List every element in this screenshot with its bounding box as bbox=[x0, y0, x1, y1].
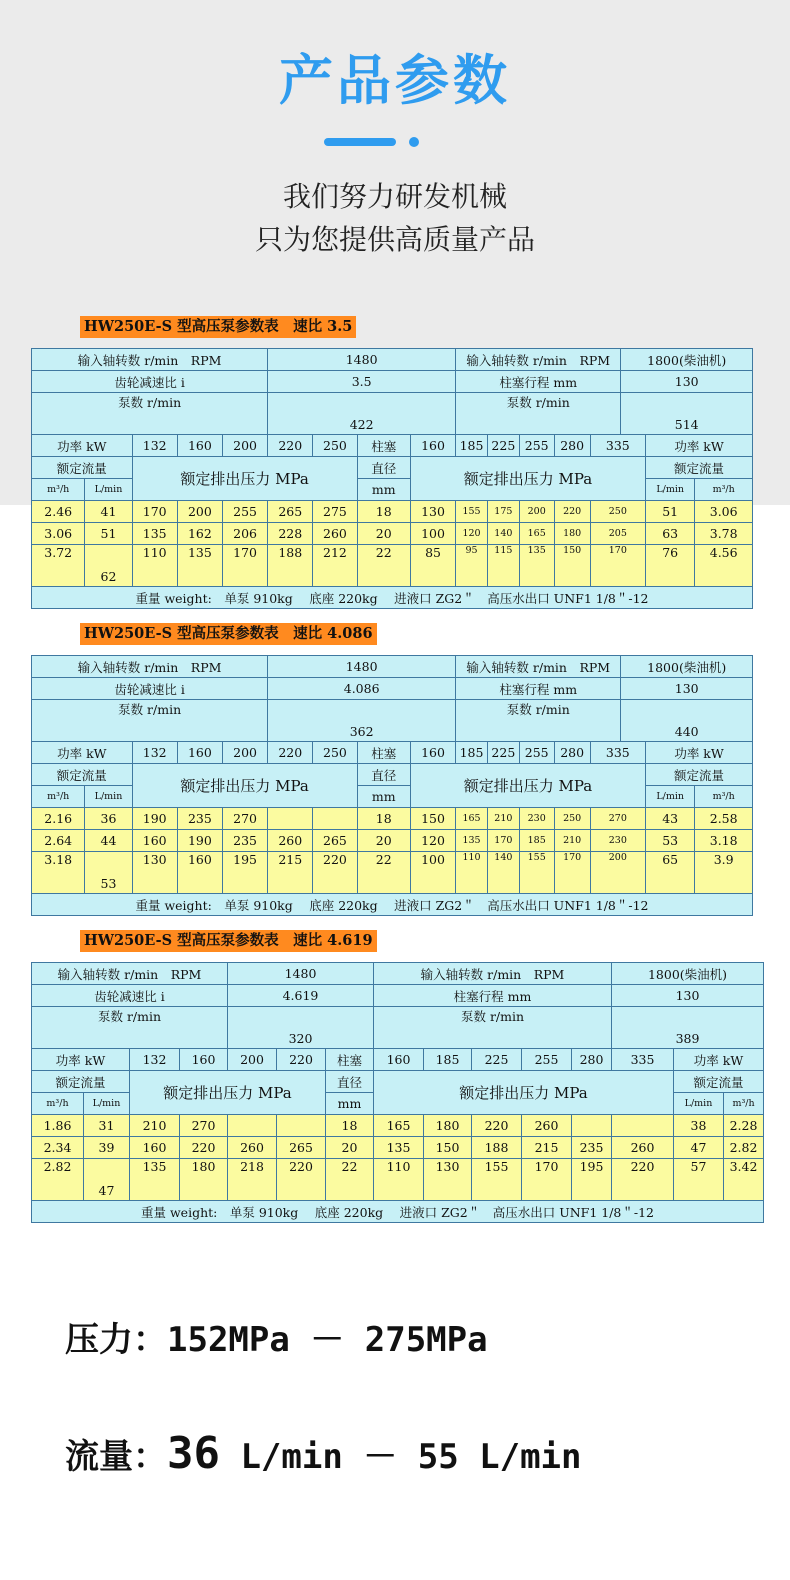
cell: 130 bbox=[410, 501, 455, 523]
cell: 250 bbox=[590, 501, 645, 523]
power-cell: 255 bbox=[522, 1049, 572, 1071]
label-gear-ratio: 齿轮减速比 i bbox=[32, 678, 268, 700]
cell: 160 bbox=[132, 830, 177, 852]
power-cell: 280 bbox=[554, 742, 590, 764]
cell: 120 bbox=[410, 830, 455, 852]
table-row bbox=[32, 523, 753, 545]
cell: 260 bbox=[313, 523, 357, 545]
cell: 140 bbox=[487, 523, 519, 545]
label-rated-flow: 额定流量 bbox=[646, 457, 753, 479]
power-cell: 132 bbox=[132, 435, 177, 457]
label-input-speed: 输入轴转数 r/min RPM bbox=[374, 963, 612, 985]
cell: 150 bbox=[554, 545, 590, 587]
cell: 135 bbox=[132, 523, 177, 545]
label-plunger: 柱塞 bbox=[326, 1049, 374, 1071]
label-pump-speed: 泵数 r/min bbox=[32, 1007, 228, 1049]
cell: 2.64 bbox=[32, 830, 85, 852]
cell: 170 bbox=[590, 545, 645, 587]
cell: 230 bbox=[590, 830, 645, 852]
power-cell: 280 bbox=[554, 435, 590, 457]
label-power: 功率 kW bbox=[32, 1049, 130, 1071]
cell: 270 bbox=[180, 1115, 228, 1137]
label-stroke: 柱塞行程 mm bbox=[456, 678, 621, 700]
unit-lmin: L/min bbox=[84, 1093, 130, 1115]
cell: 195 bbox=[572, 1159, 612, 1201]
flow-range bbox=[65, 1428, 582, 1479]
cell: 170 bbox=[522, 1159, 572, 1201]
label-power: 功率 kW bbox=[674, 1049, 764, 1071]
cell: 220 bbox=[180, 1137, 228, 1159]
label-pump-speed: 泵数 r/min bbox=[32, 700, 268, 742]
cell: 63 bbox=[646, 523, 695, 545]
cell: 3.18 bbox=[695, 830, 753, 852]
label-rated-pressure: 额定排出压力 MPa bbox=[374, 1071, 674, 1115]
cell: 275 bbox=[313, 501, 357, 523]
page-title: 产品参数 bbox=[279, 49, 511, 112]
cell: 18 bbox=[326, 1115, 374, 1137]
cell: 206 bbox=[223, 523, 268, 545]
flow-label: 流量： bbox=[65, 1437, 167, 1477]
unit-lmin: L/min bbox=[646, 786, 695, 808]
stroke-value: 130 bbox=[621, 371, 753, 393]
cell: 270 bbox=[590, 808, 645, 830]
cell: 3.42 bbox=[724, 1159, 764, 1201]
table-row bbox=[32, 1137, 764, 1159]
cell: 51 bbox=[646, 501, 695, 523]
cell: 170 bbox=[132, 501, 177, 523]
table-row bbox=[32, 1159, 764, 1201]
title-dot bbox=[409, 137, 419, 147]
label-rated-pressure: 额定排出压力 MPa bbox=[132, 764, 357, 808]
cell: 155 bbox=[519, 852, 554, 894]
power-cell: 132 bbox=[130, 1049, 180, 1071]
cell bbox=[268, 808, 313, 830]
label-stroke: 柱塞行程 mm bbox=[374, 985, 612, 1007]
cell: 228 bbox=[268, 523, 313, 545]
power-cell: 335 bbox=[590, 742, 645, 764]
cell bbox=[228, 1115, 277, 1137]
power-cell: 160 bbox=[410, 435, 455, 457]
power-cell: 250 bbox=[313, 435, 357, 457]
unit-lmin: L/min bbox=[646, 479, 695, 501]
pump-speed-left: 362 bbox=[268, 700, 456, 742]
unit-m3h: m³/h bbox=[32, 1093, 84, 1115]
cell: 1.86 bbox=[32, 1115, 84, 1137]
table-row bbox=[32, 830, 753, 852]
cell: 212 bbox=[313, 545, 357, 587]
label-rated-flow: 额定流量 bbox=[32, 1071, 130, 1093]
cell: 18 bbox=[357, 501, 410, 523]
cell: 165 bbox=[519, 523, 554, 545]
cell: 3.78 bbox=[695, 523, 753, 545]
cell: 22 bbox=[357, 545, 410, 587]
cell: 130 bbox=[132, 852, 177, 894]
cell: 188 bbox=[472, 1137, 522, 1159]
cell: 3.06 bbox=[695, 501, 753, 523]
table-row bbox=[32, 545, 753, 587]
cell: 85 bbox=[410, 545, 455, 587]
spec-table-3 bbox=[31, 962, 764, 1223]
label-plunger: 柱塞 bbox=[357, 435, 410, 457]
unit-mm: mm bbox=[357, 479, 410, 501]
gear-ratio-value: 4.619 bbox=[228, 985, 374, 1007]
label-rated-pressure: 额定排出压力 MPa bbox=[410, 457, 645, 501]
power-cell: 220 bbox=[268, 435, 313, 457]
cell: 170 bbox=[554, 852, 590, 894]
cell: 185 bbox=[519, 830, 554, 852]
table-1-title: HW250E-S 型高压泵参数表 速比 3.5 bbox=[80, 316, 356, 338]
cell: 140 bbox=[487, 852, 519, 894]
cell bbox=[313, 808, 357, 830]
cell: 20 bbox=[326, 1137, 374, 1159]
cell: 150 bbox=[424, 1137, 472, 1159]
cell: 205 bbox=[590, 523, 645, 545]
gear-ratio-value: 4.086 bbox=[268, 678, 456, 700]
pressure-range: 压力：152MPa － 275MPa bbox=[65, 1320, 488, 1360]
cell: 160 bbox=[177, 852, 222, 894]
cell: 47 bbox=[84, 1159, 130, 1201]
pump-speed-right: 389 bbox=[612, 1007, 764, 1049]
power-cell: 335 bbox=[612, 1049, 674, 1071]
cell: 235 bbox=[177, 808, 222, 830]
label-diameter: 直径 bbox=[357, 457, 410, 479]
cell: 135 bbox=[519, 545, 554, 587]
label-rated-flow: 额定流量 bbox=[32, 457, 133, 479]
label-power: 功率 kW bbox=[32, 435, 133, 457]
cell: 200 bbox=[177, 501, 222, 523]
table-row bbox=[32, 1115, 764, 1137]
cell: 260 bbox=[228, 1137, 277, 1159]
label-rated-pressure: 额定排出压力 MPa bbox=[132, 457, 357, 501]
cell: 2.58 bbox=[695, 808, 753, 830]
label-input-speed: 输入轴转数 r/min RPM bbox=[32, 963, 228, 985]
unit-lmin: L/min bbox=[674, 1093, 724, 1115]
cell: 135 bbox=[177, 545, 222, 587]
power-cell: 160 bbox=[410, 742, 455, 764]
pump-speed-left: 422 bbox=[268, 393, 456, 435]
label-stroke: 柱塞行程 mm bbox=[456, 371, 621, 393]
cell: 100 bbox=[410, 852, 455, 894]
cell: 65 bbox=[646, 852, 695, 894]
power-cell: 280 bbox=[572, 1049, 612, 1071]
cell: 20 bbox=[357, 830, 410, 852]
cell: 195 bbox=[223, 852, 268, 894]
label-rated-pressure: 额定排出压力 MPa bbox=[410, 764, 645, 808]
power-cell: 220 bbox=[277, 1049, 326, 1071]
cell: 255 bbox=[223, 501, 268, 523]
unit-m3h: m³/h bbox=[695, 786, 753, 808]
flow-min: 36 bbox=[167, 1428, 220, 1479]
pump-speed-right: 514 bbox=[621, 393, 753, 435]
table-footer: 重量 weight: 单泵 910kg 底座 220kg 进液口 ZG2＂ 高压水出口 UNF1 1/8＂-12 bbox=[32, 894, 753, 916]
power-cell: 335 bbox=[590, 435, 645, 457]
cell: 36 bbox=[85, 808, 132, 830]
cell: 230 bbox=[519, 808, 554, 830]
spec-table-2 bbox=[31, 655, 753, 916]
power-cell: 185 bbox=[456, 742, 488, 764]
table-2-title: HW250E-S 型高压泵参数表 速比 4.086 bbox=[80, 623, 377, 645]
cell: 62 bbox=[85, 545, 132, 587]
label-rated-flow: 额定流量 bbox=[674, 1071, 764, 1093]
cell: 215 bbox=[268, 852, 313, 894]
cell: 110 bbox=[456, 852, 488, 894]
cell: 3.9 bbox=[695, 852, 753, 894]
power-cell: 132 bbox=[132, 742, 177, 764]
cell: 210 bbox=[554, 830, 590, 852]
cell: 110 bbox=[132, 545, 177, 587]
power-cell: 255 bbox=[519, 435, 554, 457]
power-cell: 200 bbox=[228, 1049, 277, 1071]
power-cell: 220 bbox=[268, 742, 313, 764]
cell: 2.28 bbox=[724, 1115, 764, 1137]
cell: 100 bbox=[410, 523, 455, 545]
table-row bbox=[32, 808, 753, 830]
table-row bbox=[32, 501, 753, 523]
cell: 110 bbox=[374, 1159, 424, 1201]
cell: 120 bbox=[456, 523, 488, 545]
label-input-speed: 输入轴转数 r/min RPM bbox=[456, 656, 621, 678]
cell: 22 bbox=[357, 852, 410, 894]
label-power: 功率 kW bbox=[646, 435, 753, 457]
cell: 220 bbox=[472, 1115, 522, 1137]
cell: 265 bbox=[277, 1137, 326, 1159]
label-gear-ratio: 齿轮减速比 i bbox=[32, 985, 228, 1007]
cell bbox=[612, 1115, 674, 1137]
cell: 260 bbox=[268, 830, 313, 852]
power-cell: 160 bbox=[374, 1049, 424, 1071]
cell: 218 bbox=[228, 1159, 277, 1201]
stroke-value: 130 bbox=[612, 985, 764, 1007]
cell: 39 bbox=[84, 1137, 130, 1159]
rpm-right: 1800(柴油机) bbox=[621, 656, 753, 678]
cell: 95 bbox=[456, 545, 488, 587]
unit-m3h: m³/h bbox=[724, 1093, 764, 1115]
cell: 215 bbox=[522, 1137, 572, 1159]
power-cell: 160 bbox=[177, 742, 222, 764]
cell: 4.56 bbox=[695, 545, 753, 587]
power-cell: 200 bbox=[223, 435, 268, 457]
cell: 130 bbox=[424, 1159, 472, 1201]
unit-lmin: L/min bbox=[85, 479, 132, 501]
cell: 135 bbox=[374, 1137, 424, 1159]
cell: 41 bbox=[85, 501, 132, 523]
cell: 22 bbox=[326, 1159, 374, 1201]
unit-mm: mm bbox=[357, 786, 410, 808]
rpm-right: 1800(柴油机) bbox=[621, 349, 753, 371]
cell: 165 bbox=[374, 1115, 424, 1137]
cell: 190 bbox=[177, 830, 222, 852]
unit-mm: mm bbox=[326, 1093, 374, 1115]
cell: 51 bbox=[85, 523, 132, 545]
cell: 20 bbox=[357, 523, 410, 545]
cell: 18 bbox=[357, 808, 410, 830]
cell: 2.34 bbox=[32, 1137, 84, 1159]
cell: 2.46 bbox=[32, 501, 85, 523]
label-input-speed: 输入轴转数 r/min RPM bbox=[456, 349, 621, 371]
label-input-speed: 输入轴转数 r/min RPM bbox=[32, 656, 268, 678]
cell: 235 bbox=[572, 1137, 612, 1159]
cell: 220 bbox=[313, 852, 357, 894]
title-underline bbox=[324, 138, 396, 146]
rpm-right: 1800(柴油机) bbox=[612, 963, 764, 985]
table-footer: 重量 weight: 单泵 910kg 底座 220kg 进液口 ZG2＂ 高压水出口 UNF1 1/8＂-12 bbox=[32, 587, 753, 609]
cell: 210 bbox=[487, 808, 519, 830]
cell: 180 bbox=[554, 523, 590, 545]
label-rated-flow: 额定流量 bbox=[32, 764, 133, 786]
cell: 188 bbox=[268, 545, 313, 587]
cell: 220 bbox=[554, 501, 590, 523]
label-pump-speed: 泵数 r/min bbox=[374, 1007, 612, 1049]
subtitle-line-1: 我们努力研发机械 bbox=[282, 180, 507, 213]
cell: 170 bbox=[223, 545, 268, 587]
label-diameter: 直径 bbox=[326, 1071, 374, 1093]
cell: 165 bbox=[456, 808, 488, 830]
label-rated-pressure: 额定排出压力 MPa bbox=[130, 1071, 326, 1115]
cell: 135 bbox=[456, 830, 488, 852]
cell: 190 bbox=[132, 808, 177, 830]
cell: 235 bbox=[223, 830, 268, 852]
table-3-title: HW250E-S 型高压泵参数表 速比 4.619 bbox=[80, 930, 377, 952]
power-cell: 200 bbox=[223, 742, 268, 764]
cell: 170 bbox=[487, 830, 519, 852]
cell: 2.16 bbox=[32, 808, 85, 830]
power-cell: 225 bbox=[487, 742, 519, 764]
cell: 31 bbox=[84, 1115, 130, 1137]
cell: 200 bbox=[590, 852, 645, 894]
cell: 162 bbox=[177, 523, 222, 545]
cell: 250 bbox=[554, 808, 590, 830]
power-cell: 255 bbox=[519, 742, 554, 764]
label-diameter: 直径 bbox=[357, 764, 410, 786]
rpm-left: 1480 bbox=[228, 963, 374, 985]
label-input-speed: 输入轴转数 r/min RPM bbox=[32, 349, 268, 371]
cell: 220 bbox=[277, 1159, 326, 1201]
rpm-left: 1480 bbox=[268, 656, 456, 678]
cell: 155 bbox=[456, 501, 488, 523]
label-plunger: 柱塞 bbox=[357, 742, 410, 764]
cell: 47 bbox=[674, 1137, 724, 1159]
cell: 135 bbox=[130, 1159, 180, 1201]
cell: 115 bbox=[487, 545, 519, 587]
power-cell: 160 bbox=[180, 1049, 228, 1071]
spec-table-1 bbox=[31, 348, 753, 609]
stroke-value: 130 bbox=[621, 678, 753, 700]
cell: 265 bbox=[313, 830, 357, 852]
table-row bbox=[32, 852, 753, 894]
cell bbox=[572, 1115, 612, 1137]
cell: 2.82 bbox=[724, 1137, 764, 1159]
cell: 57 bbox=[674, 1159, 724, 1201]
rpm-left: 1480 bbox=[268, 349, 456, 371]
unit-lmin: L/min bbox=[85, 786, 132, 808]
unit-m3h: m³/h bbox=[32, 479, 85, 501]
cell: 44 bbox=[85, 830, 132, 852]
flow-rest: L/min － 55 L/min bbox=[219, 1437, 582, 1477]
label-power: 功率 kW bbox=[32, 742, 133, 764]
label-rated-flow: 额定流量 bbox=[646, 764, 753, 786]
power-cell: 185 bbox=[456, 435, 488, 457]
cell: 53 bbox=[85, 852, 132, 894]
cell: 160 bbox=[130, 1137, 180, 1159]
unit-m3h: m³/h bbox=[695, 479, 753, 501]
label-pump-speed: 泵数 r/min bbox=[456, 393, 621, 435]
cell: 53 bbox=[646, 830, 695, 852]
power-cell: 185 bbox=[424, 1049, 472, 1071]
table-footer: 重量 weight: 单泵 910kg 底座 220kg 进液口 ZG2＂ 高压水出口 UNF1 1/8＂-12 bbox=[32, 1201, 764, 1223]
pump-speed-left: 320 bbox=[228, 1007, 374, 1049]
cell: 175 bbox=[487, 501, 519, 523]
power-cell: 225 bbox=[472, 1049, 522, 1071]
label-power: 功率 kW bbox=[646, 742, 753, 764]
cell: 43 bbox=[646, 808, 695, 830]
cell: 260 bbox=[522, 1115, 572, 1137]
cell: 150 bbox=[410, 808, 455, 830]
cell: 3.06 bbox=[32, 523, 85, 545]
cell: 3.72 bbox=[32, 545, 85, 587]
unit-m3h: m³/h bbox=[32, 786, 85, 808]
cell: 200 bbox=[519, 501, 554, 523]
label-pump-speed: 泵数 r/min bbox=[456, 700, 621, 742]
cell: 270 bbox=[223, 808, 268, 830]
subtitle-line-2: 只为您提供高质量产品 bbox=[254, 223, 535, 256]
cell: 155 bbox=[472, 1159, 522, 1201]
cell: 38 bbox=[674, 1115, 724, 1137]
gear-ratio-value: 3.5 bbox=[268, 371, 456, 393]
pump-speed-right: 440 bbox=[621, 700, 753, 742]
power-cell: 160 bbox=[177, 435, 222, 457]
power-cell: 225 bbox=[487, 435, 519, 457]
cell: 180 bbox=[180, 1159, 228, 1201]
power-cell: 250 bbox=[313, 742, 357, 764]
cell: 3.18 bbox=[32, 852, 85, 894]
cell: 260 bbox=[612, 1137, 674, 1159]
cell bbox=[277, 1115, 326, 1137]
cell: 180 bbox=[424, 1115, 472, 1137]
label-pump-speed: 泵数 r/min bbox=[32, 393, 268, 435]
label-gear-ratio: 齿轮减速比 i bbox=[32, 371, 268, 393]
cell: 220 bbox=[612, 1159, 674, 1201]
cell: 76 bbox=[646, 545, 695, 587]
cell: 210 bbox=[130, 1115, 180, 1137]
cell: 265 bbox=[268, 501, 313, 523]
cell: 2.82 bbox=[32, 1159, 84, 1201]
